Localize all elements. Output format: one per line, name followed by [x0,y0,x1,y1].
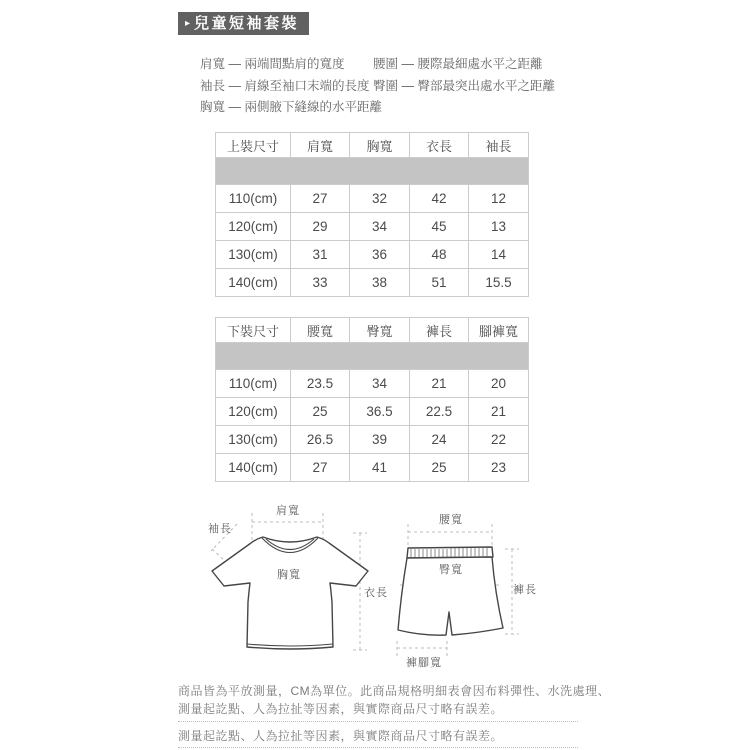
table-row [216,213,529,241]
body-length-label: 衣長 [364,587,388,599]
size-label-cell: 130(cm) [216,426,291,454]
table-band-row [216,343,529,370]
value-cell: 24 [410,426,469,454]
value-cell: 13 [469,213,529,241]
value-cell: 36.5 [350,398,410,426]
definition-line: 袖長 — 肩線至袖口末端的長度 [200,78,370,93]
definitions-right [373,54,555,97]
table-header-cell: 腳褲寬 [469,318,529,343]
table-row [216,241,529,269]
definition-line: 肩寬 — 兩端間點肩的寬度 [200,57,345,71]
size-label-cell: 120(cm) [216,398,291,426]
footer-note-line: 商品皆為平放測量，CM為單位。此商品規格明細表會因布料彈性、水洗處理、 [178,684,611,698]
value-cell: 23 [469,454,529,482]
size-label-cell: 140(cm) [216,269,291,297]
top-size-table [215,132,529,297]
value-cell: 39 [350,426,410,454]
value-cell: 36 [350,241,410,269]
definitions-left [200,54,382,119]
value-cell: 29 [291,213,350,241]
value-cell: 12 [469,185,529,213]
value-cell: 41 [350,454,410,482]
table-header-cell: 臀寬 [350,318,410,343]
leg-opening-label: 褲腳寬 [406,657,442,669]
value-cell: 38 [350,269,410,297]
pants-length-label: 褲長 [513,584,537,596]
table-header-cell: 下裝尺寸 [216,318,291,343]
value-cell: 14 [469,241,529,269]
size-label-cell: 120(cm) [216,213,291,241]
sleeve-length-label: 袖長 [208,523,232,535]
value-cell: 27 [291,454,350,482]
table-header-cell: 衣長 [410,133,469,158]
definition-line: 臀圍 — 臀部最突出處水平之距離 [373,78,555,93]
value-cell: 23.5 [291,370,350,398]
value-cell: 34 [350,370,410,398]
table-header-row [216,133,529,158]
dotted-divider [178,721,578,722]
table-header-cell: 腰寬 [291,318,350,343]
shoulder-width-label: 肩寬 [276,505,300,517]
table-row [216,370,529,398]
value-cell: 27 [291,185,350,213]
chest-width-label: 胸寬 [277,569,301,581]
table-row [216,426,529,454]
value-cell: 25 [291,398,350,426]
table-header-row [216,318,529,343]
triangle-bullet-icon: ▸ [185,17,191,29]
table-row [216,454,529,482]
table-header-cell: 上裝尺寸 [216,133,291,158]
table-band-row [216,158,529,185]
bottom-size-table [215,317,529,482]
value-cell: 21 [469,398,529,426]
value-cell: 22.5 [410,398,469,426]
page-title-text: 兒童短袖套裝 [194,15,300,32]
value-cell: 48 [410,241,469,269]
value-cell: 34 [350,213,410,241]
table-row [216,269,529,297]
value-cell: 31 [291,241,350,269]
hip-width-label: 臀寬 [439,564,463,576]
page-title [178,12,309,35]
value-cell: 33 [291,269,350,297]
definition-line: 腰圍 — 腰際最細處水平之距離 [373,57,543,71]
waist-width-label: 腰寬 [439,514,463,526]
value-cell: 21 [410,370,469,398]
footer-note-line: 測量起訖點、人為拉扯等因素，與實際商品尺寸略有誤差。 [178,729,504,743]
value-cell: 51 [410,269,469,297]
table-header-cell: 胸寬 [350,133,410,158]
table-header-cell: 褲長 [410,318,469,343]
table-row [216,398,529,426]
size-label-cell: 140(cm) [216,454,291,482]
table-row [216,185,529,213]
size-label-cell: 110(cm) [216,370,291,398]
value-cell: 26.5 [291,426,350,454]
table-header-cell: 袖長 [469,133,529,158]
value-cell: 15.5 [469,269,529,297]
value-cell: 45 [410,213,469,241]
definition-line: 胸寬 — 兩側腋下縫線的水平距離 [200,100,382,114]
footer-note-line: 測量起訖點、人為拉扯等因素，與實際商品尺寸略有誤差。 [178,702,504,716]
table-header-cell: 肩寬 [291,133,350,158]
dotted-divider [178,747,578,748]
value-cell: 32 [350,185,410,213]
size-label-cell: 110(cm) [216,185,291,213]
value-cell: 22 [469,426,529,454]
value-cell: 20 [469,370,529,398]
value-cell: 42 [410,185,469,213]
value-cell: 25 [410,454,469,482]
size-label-cell: 130(cm) [216,241,291,269]
